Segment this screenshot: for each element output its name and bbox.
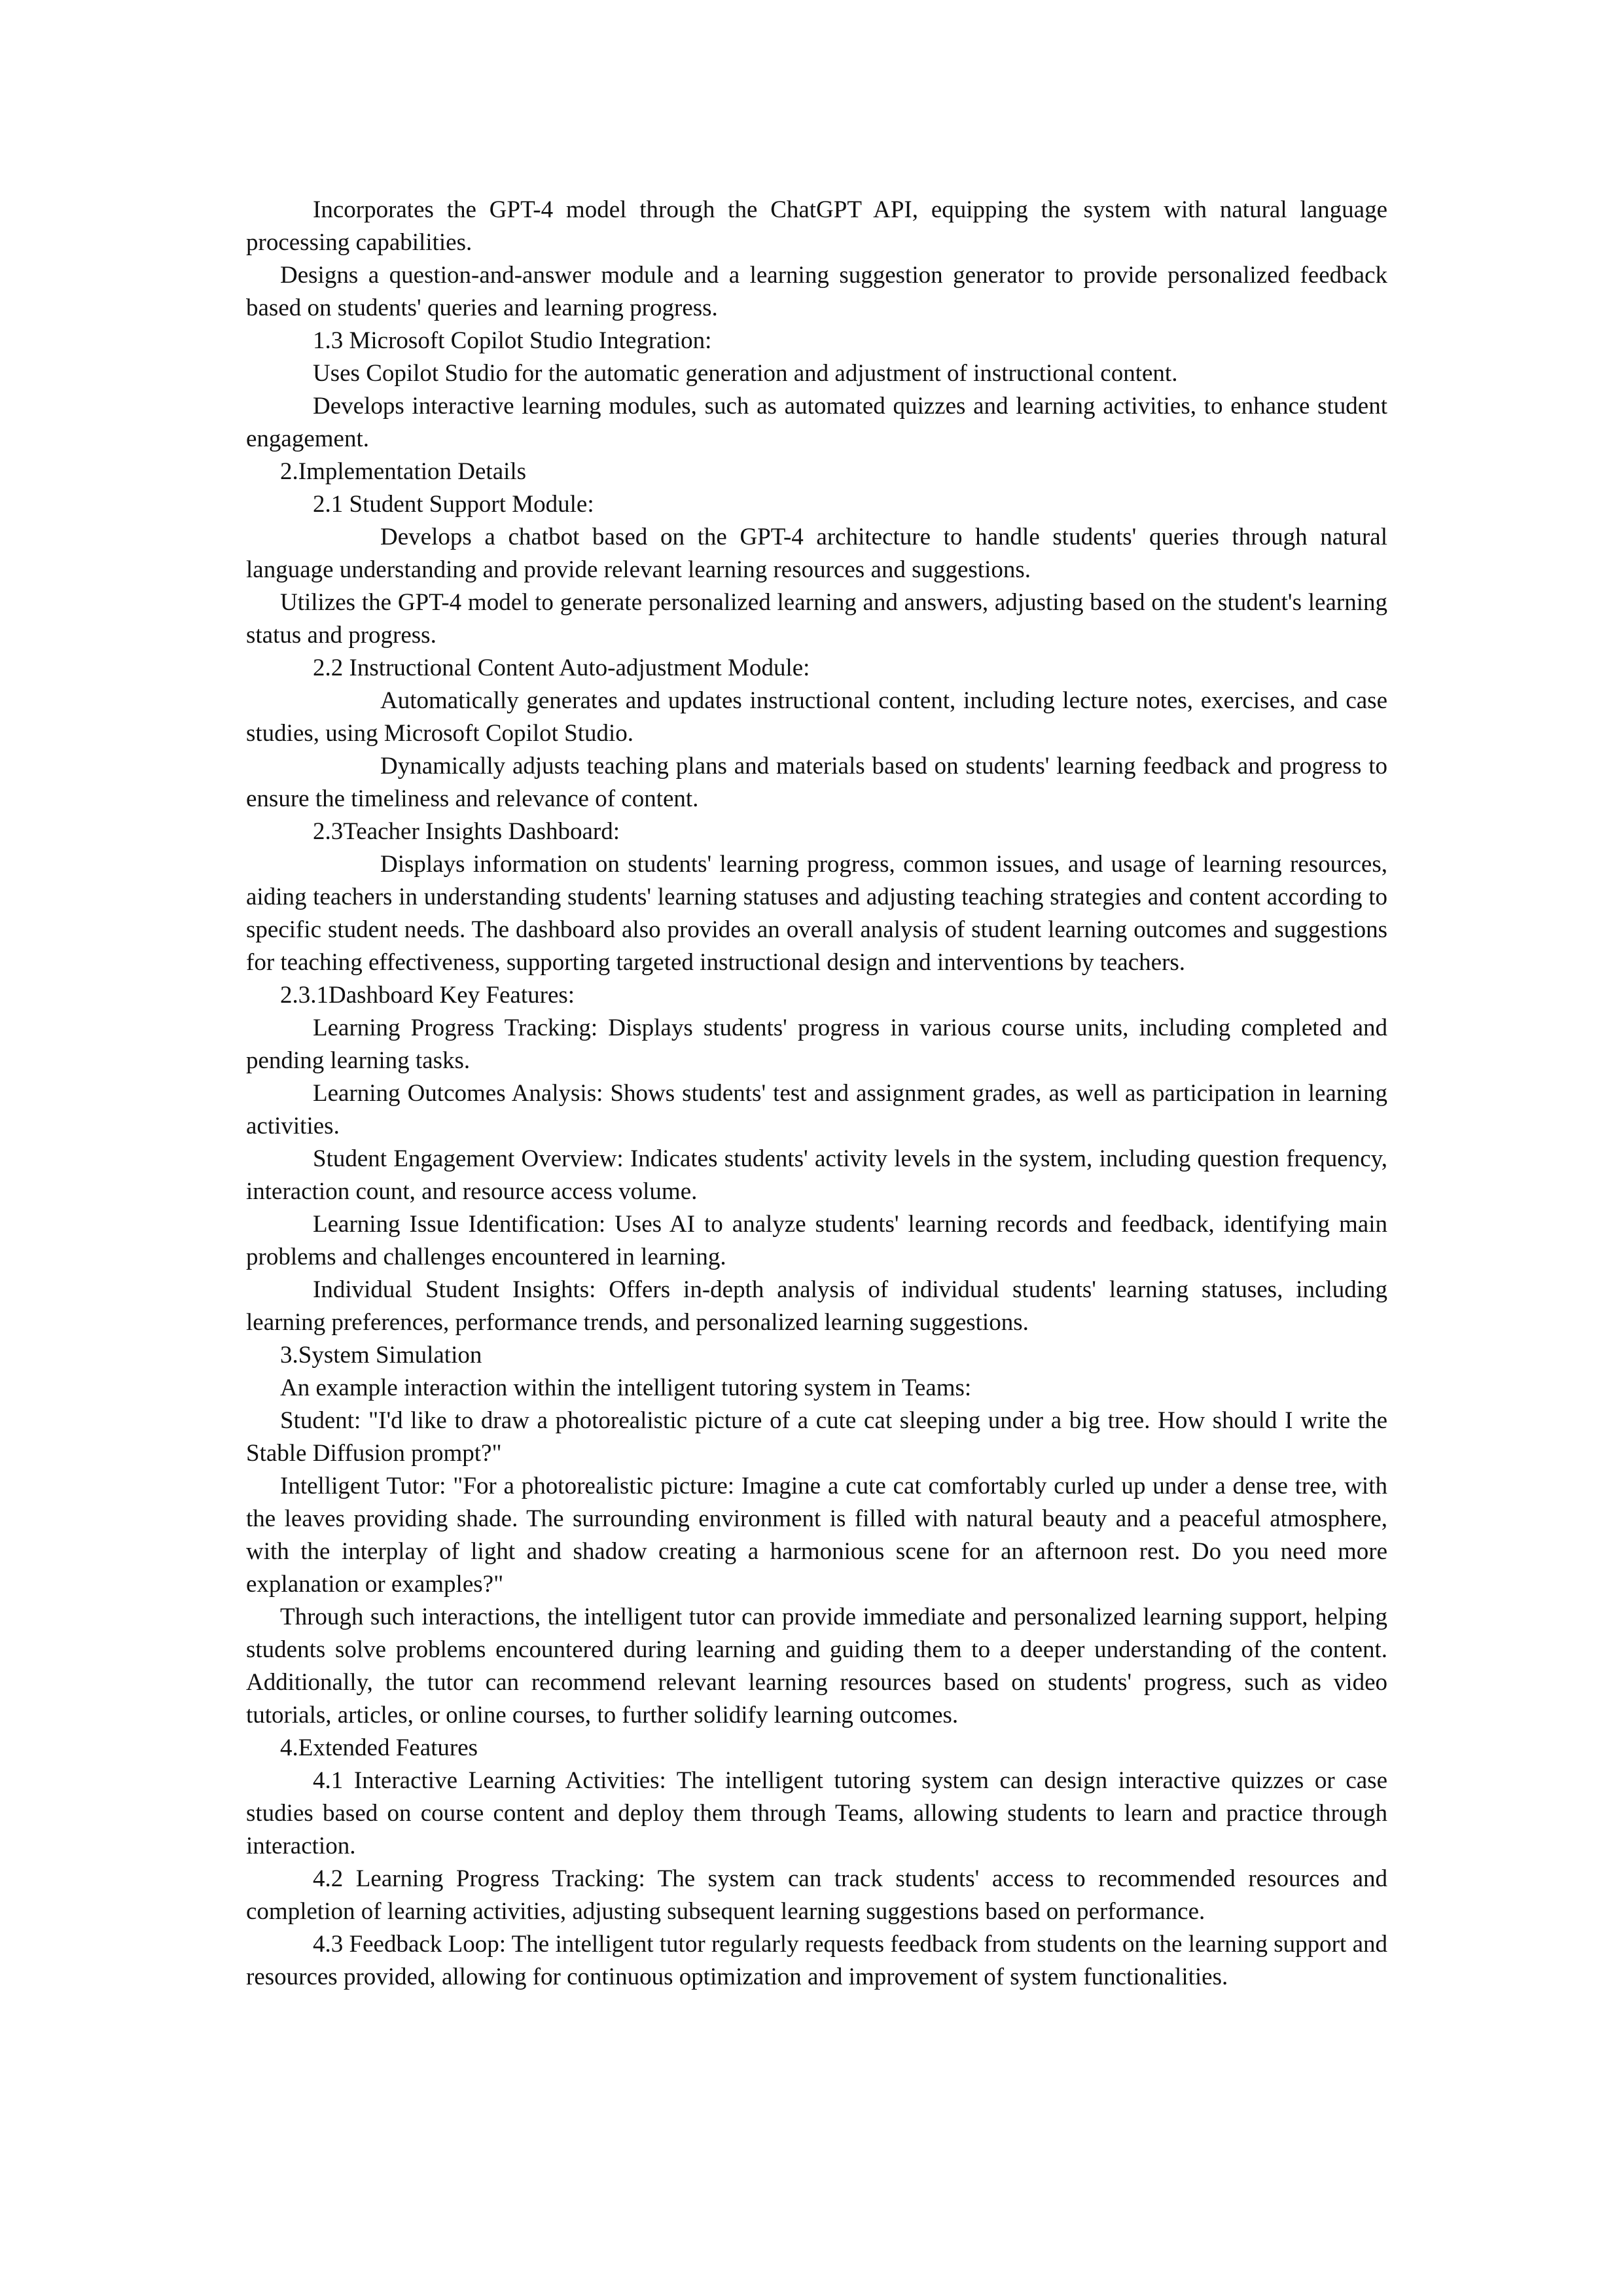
paragraph: 2.2 Instructional Content Auto-adjustment Module: — [313, 655, 810, 681]
document-page — [246, 194, 1387, 1994]
paragraph: Learning Progress Tracking: Displays students' progress in various course units, including completed and pending learning tasks. — [246, 1014, 1387, 1074]
paragraph: 4.2 Learning Progress Tracking: The system can track students' access to recommended resources and completion of learning activities, adjusting subsequent learning suggestions based on performance. — [246, 1865, 1387, 1925]
paragraph: Through such interactions, the intelligent tutor can provide immediate and personalized learning support, helping students solve problems encountered during learning and guiding them to a deeper understanding of the content. Additionally, the tutor can recommend relevant learning resources based on students' progress, such as video tutorials, articles, or online courses, to further solidify learning outcomes. — [246, 1604, 1387, 1729]
paragraph: Student: "I'd like to draw a photorealistic picture of a cute cat sleeping under a big tree. How should I write the Stable Diffusion prompt?" — [246, 1407, 1387, 1467]
paragraph: 3.System Simulation — [280, 1342, 482, 1369]
paragraph: 1.3 Microsoft Copilot Studio Integration: — [313, 327, 712, 354]
paragraph: 4.3 Feedback Loop: The intelligent tutor regularly requests feedback from students on the learning support and resources provided, allowing for continuous optimization and improvement of system functionalities. — [246, 1931, 1387, 1990]
paragraph: Uses Copilot Studio for the automatic generation and adjustment of instructional content. — [313, 360, 1178, 387]
paragraph: 2.3Teacher Insights Dashboard: — [313, 818, 620, 845]
paragraph: Learning Outcomes Analysis: Shows students' test and assignment grades, as well as participation in learning activities. — [246, 1080, 1387, 1139]
paragraph: 4.Extended Features — [280, 1734, 478, 1761]
paragraph: Develops a chatbot based on the GPT-4 architecture to handle students' queries through natural language understanding and provide relevant learning resources and suggestions. — [246, 524, 1387, 583]
paragraph: An example interaction within the intelligent tutoring system in Teams: — [280, 1374, 972, 1401]
paragraph: Automatically generates and updates instructional content, including lecture notes, exercises, and case studies, using Microsoft Copilot Studio. — [246, 687, 1387, 747]
paragraph: 2.Implementation Details — [280, 458, 527, 485]
paragraph: Develops interactive learning modules, such as automated quizzes and learning activities, to enhance student engagement. — [246, 393, 1387, 452]
paragraph: Displays information on students' learning progress, common issues, and usage of learning resources, aiding teachers in understanding students' learning statuses and adjusting teaching strategies and content according to specific student needs. The dashboard also provides an overall analysis of student learning outcomes and suggestions for teaching effectiveness, supporting targeted instructional design and interventions by teachers. — [246, 851, 1387, 976]
paragraph: 2.3.1Dashboard Key Features: — [280, 982, 575, 1009]
paragraph: Individual Student Insights: Offers in-depth analysis of individual students' learning statuses, including learning preferences, performance trends, and personalized learning suggestions. — [246, 1276, 1387, 1336]
paragraph: Designs a question-and-answer module and a learning suggestion generator to provide personalized feedback based on students' queries and learning progress. — [246, 262, 1387, 321]
paragraph: Utilizes the GPT-4 model to generate personalized learning and answers, adjusting based on the student's learning status and progress. — [246, 589, 1387, 649]
paragraph: Student Engagement Overview: Indicates students' activity levels in the system, including question frequency, interaction count, and resource access volume. — [246, 1145, 1387, 1205]
paragraph: Dynamically adjusts teaching plans and materials based on students' learning feedback and progress to ensure the timeliness and relevance of content. — [246, 753, 1387, 812]
paragraph: Intelligent Tutor: "For a photorealistic picture: Imagine a cute cat comfortably curled up under a dense tree, with the leaves providing shade. The surrounding environment is filled with natural beauty and a peaceful atmosphere, with the interplay of light and shadow creating a harmonious scene for an afternoon rest. Do you need more explanation or examples?" — [246, 1473, 1387, 1598]
paragraph: Incorporates the GPT-4 model through the ChatGPT API, equipping the system with natural language processing capabilities. — [246, 196, 1387, 256]
paragraph: Learning Issue Identification: Uses AI to analyze students' learning records and feedback, identifying main problems and challenges encountered in learning. — [246, 1211, 1387, 1270]
paragraph: 2.1 Student Support Module: — [313, 491, 594, 518]
paragraph: 4.1 Interactive Learning Activities: The intelligent tutoring system can design interactive quizzes or case studies based on course content and deploy them through Teams, allowing students to learn and practice through interaction. — [246, 1767, 1387, 1859]
